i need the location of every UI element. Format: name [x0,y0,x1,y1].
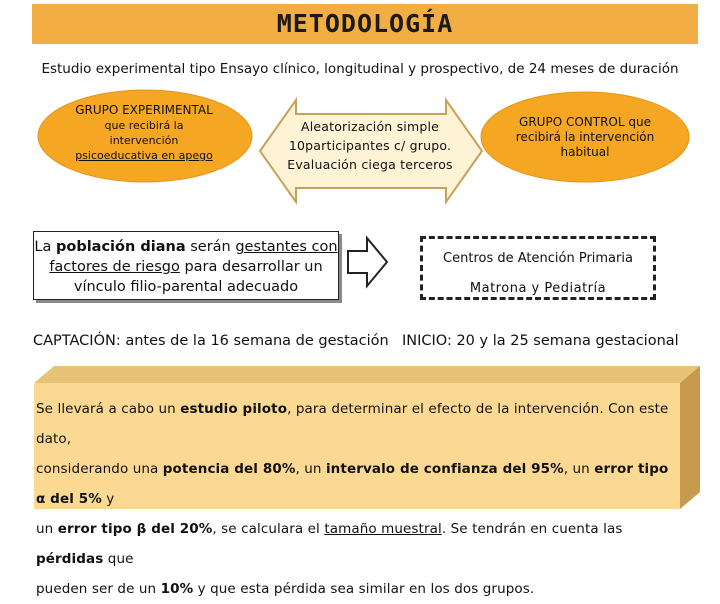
pilot-s9: error tipo α del 5% [36,461,669,507]
pilot-s11: un [36,521,58,537]
right-arrow [348,238,387,286]
experimental-group-heading: GRUPO EXPERIMENTAL [75,103,213,117]
pilot-s1: Se llevará a cabo un [36,401,181,417]
pilot-s3: , para determinar el efecto de la intervención. Con este dato, [36,401,669,447]
pilot-s4: considerando una [36,461,163,477]
randomization-line3: Evaluación ciega terceros [287,157,453,172]
pilot-s20: y que esta pérdida sea similar en los dos grupos. [193,581,535,597]
cube-side-face [680,366,700,509]
pilot-s2: estudio piloto [180,401,288,417]
pilot-s15: . Se tendrán en cuenta las [441,521,623,537]
cube-top-face [34,366,700,383]
pop-text-1: La [34,239,56,255]
recruitment-text: CAPTACIÓN: antes de la 16 semana de gestación [33,333,389,349]
experimental-group-line1: que recibirá la [104,119,184,132]
pilot-s7: intervalo de confianza del 95% [325,461,564,477]
page-title: METODOLOGÍA [276,9,454,38]
health-centers-line1: Centros de Atención Primaria [443,251,633,266]
start-text: INICIO: 20 y la 25 semana gestacional [402,333,679,349]
experimental-group-line2: intervención [109,134,179,147]
randomization-line1: Aleatorización simple [300,119,440,134]
pilot-s5: potencia del 80% [162,461,296,477]
control-group-text [500,115,670,160]
pilot-s16: pérdidas [36,551,104,567]
pop-text-6: para desarrollar un [179,259,323,275]
pilot-s19: 10% [160,581,194,597]
target-population-box [33,231,339,300]
pilot-s8: , un [563,461,595,477]
control-group-line2: habitual [560,145,610,159]
pop-text-2: población diana [55,239,186,255]
control-group-heading: GRUPO CONTROL que [519,115,651,129]
pilot-s10: y [101,491,115,507]
health-centers-box [420,236,656,300]
experimental-group-text [60,103,228,163]
randomization-text [275,117,465,174]
pilot-s13: , se calculara el [212,521,325,537]
experimental-group-line3: psicoeducativa en apego [75,149,213,162]
pop-text-3: serán [185,239,236,255]
health-centers-line2: Matrona y Pediatría [469,281,607,296]
study-description: Estudio experimental tipo Ensayo clínico, longitudinal y prospectivo, de 24 meses de duración [41,61,679,77]
control-group-line1: recibirá la intervención [515,130,655,144]
pilot-s18: pueden ser de un [36,581,161,597]
pop-text-5: factores de riesgo [49,259,180,275]
pilot-study-text [36,394,676,604]
pilot-s12: error tipo β del 20% [57,521,213,537]
pop-text-4: gestantes con [235,239,338,255]
randomization-line2: 10participantes c/ grupo. [288,138,452,153]
pilot-s14: tamaño muestral [324,521,442,537]
pilot-s6: , un [295,461,326,477]
pilot-s17: que [103,551,134,567]
pop-text-7: vínculo filio-parental adecuado [73,279,299,295]
